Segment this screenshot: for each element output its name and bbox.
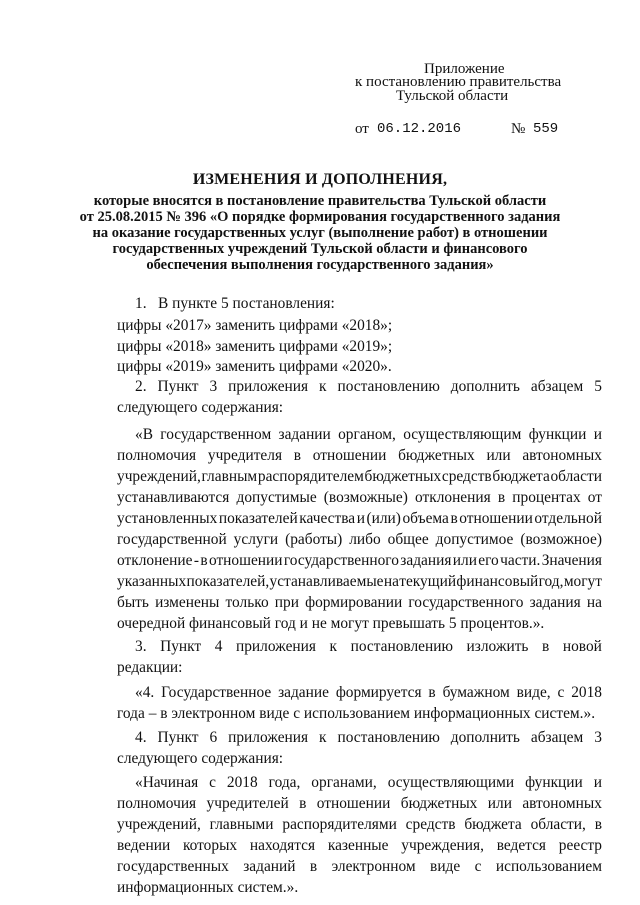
appendix-label: Приложение <box>424 61 505 77</box>
paragraph-text: 2. Пункт 3 приложения к постановлению дополнить абзацем 5 <box>135 378 602 395</box>
resolution-date: 06.12.2016 <box>377 121 462 137</box>
number-sign: № <box>511 121 526 137</box>
title-line: от 25.08.2015 № 396 «О порядке формирования государственного задания <box>79 209 561 225</box>
quote-line: очередной финансовый год и не могут превышать 5 процентов.». <box>117 615 545 632</box>
quote-line: отклонение - в отношении государственного задания или его части. Значения <box>117 552 602 569</box>
paragraph-text: 3. Пункт 4 приложения к постановлению изложить в новой <box>135 638 602 655</box>
list-item: цифры «2019» заменить цифрами «2020». <box>117 358 392 375</box>
quote-line: полномочия учредителей в отношении бюджетных или автономных <box>117 795 602 812</box>
paragraph-text: редакции: <box>117 659 183 676</box>
paragraph-text: В пункте 5 постановления: <box>158 295 335 312</box>
quote-line: быть изменены только при формировании государственного задания на <box>117 594 602 611</box>
document-title: ИЗМЕНЕНИЯ И ДОПОЛНЕНИЯ, <box>192 171 448 188</box>
quote-line: установленных показателей качества и (или) объема в отношении отдельной <box>117 510 602 527</box>
quote-line: «4. Государственное задание формируется в бумажном виде, с 2018 <box>135 684 602 701</box>
quote-line: учреждений, главными распорядителями средств бюджета области, в <box>117 816 602 833</box>
quote-line: информационных систем.». <box>117 879 299 896</box>
quote-line: полномочия учредителя в отношении бюджетных или автономных <box>117 447 602 464</box>
resolution-number: 559 <box>533 121 559 137</box>
quote-line: устанавливаются допустимые (возможные) отклонения в процентах от <box>117 489 602 506</box>
quote-line: ведении которых находятся казенные учреждения, ведется реестр <box>117 837 602 854</box>
title-line: обеспечения выполнения государственного задания» <box>146 257 494 273</box>
date-prefix: от <box>355 121 369 137</box>
quote-line: года – в электронном виде с использованием информационных систем.». <box>117 705 596 722</box>
list-item: цифры «2018» заменить цифрами «2019»; <box>117 338 393 355</box>
title-line: на оказание государственных услуг (выполнение работ) в отношении <box>92 225 548 241</box>
title-line: которые вносятся в постановление правительства Тульской области <box>93 193 547 209</box>
paragraph-text: следующего содержания: <box>117 399 284 416</box>
appendix-region: Тульской области <box>396 88 509 104</box>
quote-line: указанных показателей, устанавливаемые на текущий финансовый год, могут <box>117 573 602 590</box>
quote-line: государственной услуги (работы) либо общее допустимое (возможное) <box>117 531 602 548</box>
list-item: цифры «2017» заменить цифрами «2018»; <box>117 317 393 334</box>
paragraph-text: 4. Пункт 6 приложения к постановлению дополнить абзацем 3 <box>135 729 602 746</box>
quote-line: государственных заданий в электронном виде с использованием <box>117 858 602 875</box>
title-line: государственных учреждений Тульской области и финансового <box>112 241 528 257</box>
paragraph-text: следующего содержания: <box>117 750 284 767</box>
paragraph-number: 1. <box>135 295 147 312</box>
quote-line: учреждений, главным распорядителем бюджетных средств бюджета области <box>117 468 602 485</box>
quote-line: «Начиная с 2018 года, органами, осуществляющими функции и <box>135 774 602 791</box>
quote-line: «В государственном задании органом, осуществляющим функции и <box>135 426 602 443</box>
appendix-resolution-ref: к постановлению правительства <box>355 74 562 90</box>
